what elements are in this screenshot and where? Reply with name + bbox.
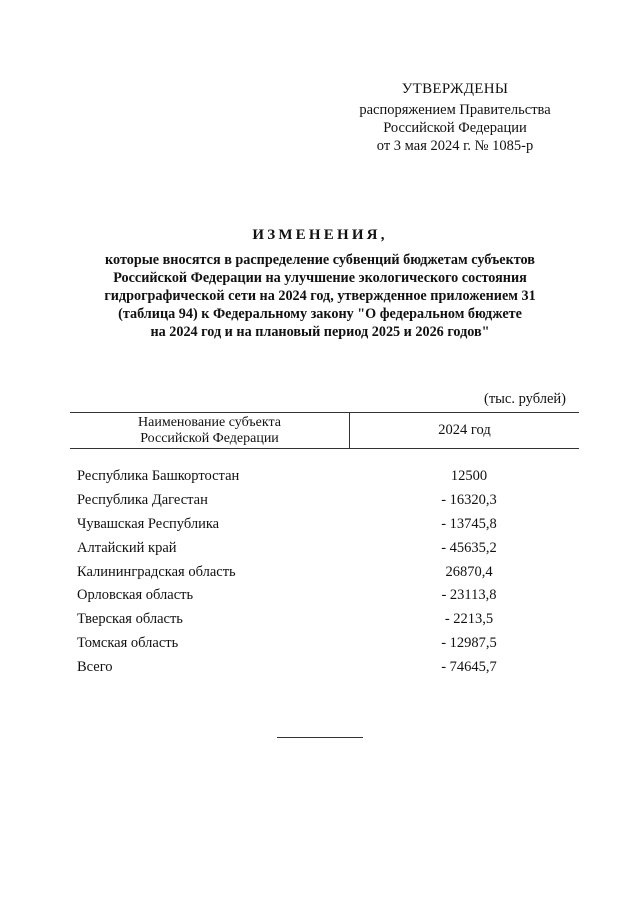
total-amount: - 74645,7 xyxy=(441,658,497,675)
amount: 12500 xyxy=(450,468,488,485)
amount: 26870,4 xyxy=(445,563,493,580)
subtitle-line: гидрографической сети на 2024 год, утвержденное приложением 31 xyxy=(104,288,536,304)
table-row xyxy=(77,632,577,656)
table-row-total xyxy=(77,655,577,679)
total-label: Всего xyxy=(77,658,113,675)
region-name: Калининградская область xyxy=(77,563,236,580)
table-row xyxy=(77,513,577,537)
header-region-line: Наименование субъекта xyxy=(138,415,281,430)
table-row xyxy=(77,489,577,513)
subtitle-line: которые вносятся в распределение субвенций бюджетам субъектов xyxy=(105,252,535,268)
amount: - 45635,2 xyxy=(441,539,497,556)
approval-block xyxy=(340,80,570,155)
table-header xyxy=(70,412,579,449)
subtitle-line: Российской Федерации на улучшение экологического состояния xyxy=(113,270,527,286)
unit-label: (тыс. рублей) xyxy=(484,391,566,407)
document-subtitle xyxy=(70,251,570,341)
amount: - 12987,5 xyxy=(441,634,497,651)
subtitle-line: на 2024 год и на плановый период 2025 и 2026 годов" xyxy=(150,324,490,340)
table-row xyxy=(77,560,577,584)
subtitle-line: (таблица 94) к Федеральному закону "О федеральном бюджете xyxy=(118,306,522,322)
approval-heading: УТВЕРЖДЕНЫ xyxy=(401,81,509,97)
table-row xyxy=(77,465,577,489)
approval-line: Российской Федерации xyxy=(383,120,527,136)
region-name: Алтайский край xyxy=(77,539,177,556)
approval-line: распоряжением Правительства xyxy=(359,102,551,118)
amount: - 2213,5 xyxy=(444,611,494,628)
amount: - 23113,8 xyxy=(441,587,497,604)
region-name: Томская область xyxy=(77,634,179,651)
end-separator-line xyxy=(277,737,363,738)
document-title: ИЗМЕНЕНИЯ, xyxy=(252,227,388,243)
region-name: Чувашская Республика xyxy=(77,515,220,532)
header-region-line: Российской Федерации xyxy=(140,431,279,446)
region-name: Республика Башкортостан xyxy=(77,468,240,485)
table-row xyxy=(77,584,577,608)
amount: - 13745,8 xyxy=(441,515,497,532)
region-name: Республика Дагестан xyxy=(77,492,208,509)
region-name: Тверская область xyxy=(77,611,183,628)
approval-date-number: от 3 мая 2024 г. № 1085-р xyxy=(376,138,534,154)
header-region xyxy=(70,413,350,448)
region-name: Орловская область xyxy=(77,587,194,604)
table-body xyxy=(77,465,577,679)
amount: - 16320,3 xyxy=(441,492,497,509)
table-row xyxy=(77,608,577,632)
header-year: 2024 год xyxy=(438,422,491,438)
table-row xyxy=(77,536,577,560)
